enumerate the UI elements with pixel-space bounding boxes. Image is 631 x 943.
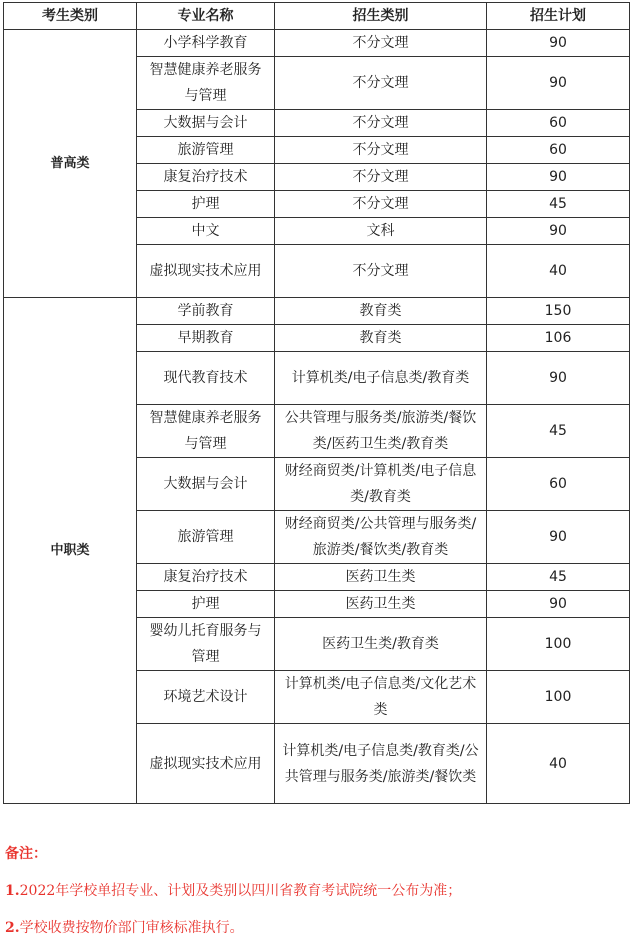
enrollment-count-cell: 90 [487,30,630,57]
major-name-cell: 早期教育 [137,325,275,352]
enrollment-type-cell: 文科 [275,218,487,245]
enrollment-count-cell: 100 [487,671,630,724]
major-name-cell: 护理 [137,191,275,218]
note-text-1: 2022年学校单招专业、计划及类别以四川省教育考试院统一公布为准； [19,883,462,899]
enrollment-type-cell: 财经商贸类/计算机类/电子信息类/教育类 [275,458,487,511]
enrollment-count-cell: 90 [487,591,630,618]
note-item-1 [5,880,461,900]
enrollment-type-cell: 不分文理 [275,164,487,191]
enrollment-count-cell: 60 [487,137,630,164]
major-name-cell: 护理 [137,591,275,618]
enrollment-type-cell: 公共管理与服务类/旅游类/餐饮类/医药卫生类/教育类 [275,405,487,458]
enrollment-count-cell: 40 [487,245,630,298]
table-body [4,30,630,804]
major-name-cell: 康复治疗技术 [137,564,275,591]
header-enrollment-type: 招生类别 [275,3,487,30]
header-major-name: 专业名称 [137,3,275,30]
enrollment-type-cell: 不分文理 [275,110,487,137]
student-category-cell: 普高类 [4,30,137,298]
enrollment-count-cell: 100 [487,618,630,671]
major-name-cell: 环境艺术设计 [137,671,275,724]
enrollment-type-cell: 医药卫生类 [275,591,487,618]
header-enrollment-plan: 招生计划 [487,3,630,30]
enrollment-count-cell: 60 [487,458,630,511]
major-name-cell: 现代教育技术 [137,352,275,405]
note-item-2 [5,917,244,937]
major-name-cell: 婴幼儿托育服务与管理 [137,618,275,671]
enrollment-plan-table [3,2,630,804]
enrollment-type-cell: 教育类 [275,325,487,352]
enrollment-count-cell: 45 [487,405,630,458]
major-name-cell: 智慧健康养老服务与管理 [137,405,275,458]
note-number-1: 1. [5,883,20,899]
major-name-cell: 大数据与会计 [137,458,275,511]
enrollment-type-cell: 计算机类/电子信息类/文化艺术类 [275,671,487,724]
enrollment-type-cell: 不分文理 [275,245,487,298]
enrollment-count-cell: 90 [487,352,630,405]
table-row [4,30,630,57]
enrollment-type-cell: 不分文理 [275,30,487,57]
enrollment-count-cell: 90 [487,511,630,564]
enrollment-type-cell: 计算机类/电子信息类/教育类/公共管理与服务类/旅游类/餐饮类 [275,724,487,804]
enrollment-type-cell: 医药卫生类/教育类 [275,618,487,671]
header-student-category: 考生类别 [4,3,137,30]
enrollment-count-cell: 150 [487,298,630,325]
student-category-cell: 中职类 [4,298,137,804]
enrollment-type-cell: 不分文理 [275,137,487,164]
enrollment-count-cell: 40 [487,724,630,804]
note-text-2: 学校收费按物价部门审核标准执行。 [19,920,244,936]
major-name-cell: 小学科学教育 [137,30,275,57]
table-row [4,298,630,325]
table-header-row [4,3,630,30]
enrollment-type-cell: 不分文理 [275,57,487,110]
enrollment-count-cell: 90 [487,57,630,110]
enrollment-type-cell: 财经商贸类/公共管理与服务类/旅游类/餐饮类/教育类 [275,511,487,564]
enrollment-count-cell: 106 [487,325,630,352]
major-name-cell: 大数据与会计 [137,110,275,137]
notes-title: 备注： [5,846,47,862]
enrollment-count-cell: 45 [487,564,630,591]
major-name-cell: 学前教育 [137,298,275,325]
enrollment-type-cell: 计算机类/电子信息类/教育类 [275,352,487,405]
enrollment-count-cell: 90 [487,218,630,245]
major-name-cell: 虚拟现实技术应用 [137,245,275,298]
major-name-cell: 康复治疗技术 [137,164,275,191]
major-name-cell: 旅游管理 [137,511,275,564]
enrollment-count-cell: 90 [487,164,630,191]
enrollment-type-cell: 教育类 [275,298,487,325]
note-number-2: 2. [5,920,20,936]
major-name-cell: 虚拟现实技术应用 [137,724,275,804]
enrollment-type-cell: 医药卫生类 [275,564,487,591]
major-name-cell: 中文 [137,218,275,245]
major-name-cell: 智慧健康养老服务与管理 [137,57,275,110]
major-name-cell: 旅游管理 [137,137,275,164]
enrollment-count-cell: 60 [487,110,630,137]
enrollment-type-cell: 不分文理 [275,191,487,218]
enrollment-count-cell: 45 [487,191,630,218]
